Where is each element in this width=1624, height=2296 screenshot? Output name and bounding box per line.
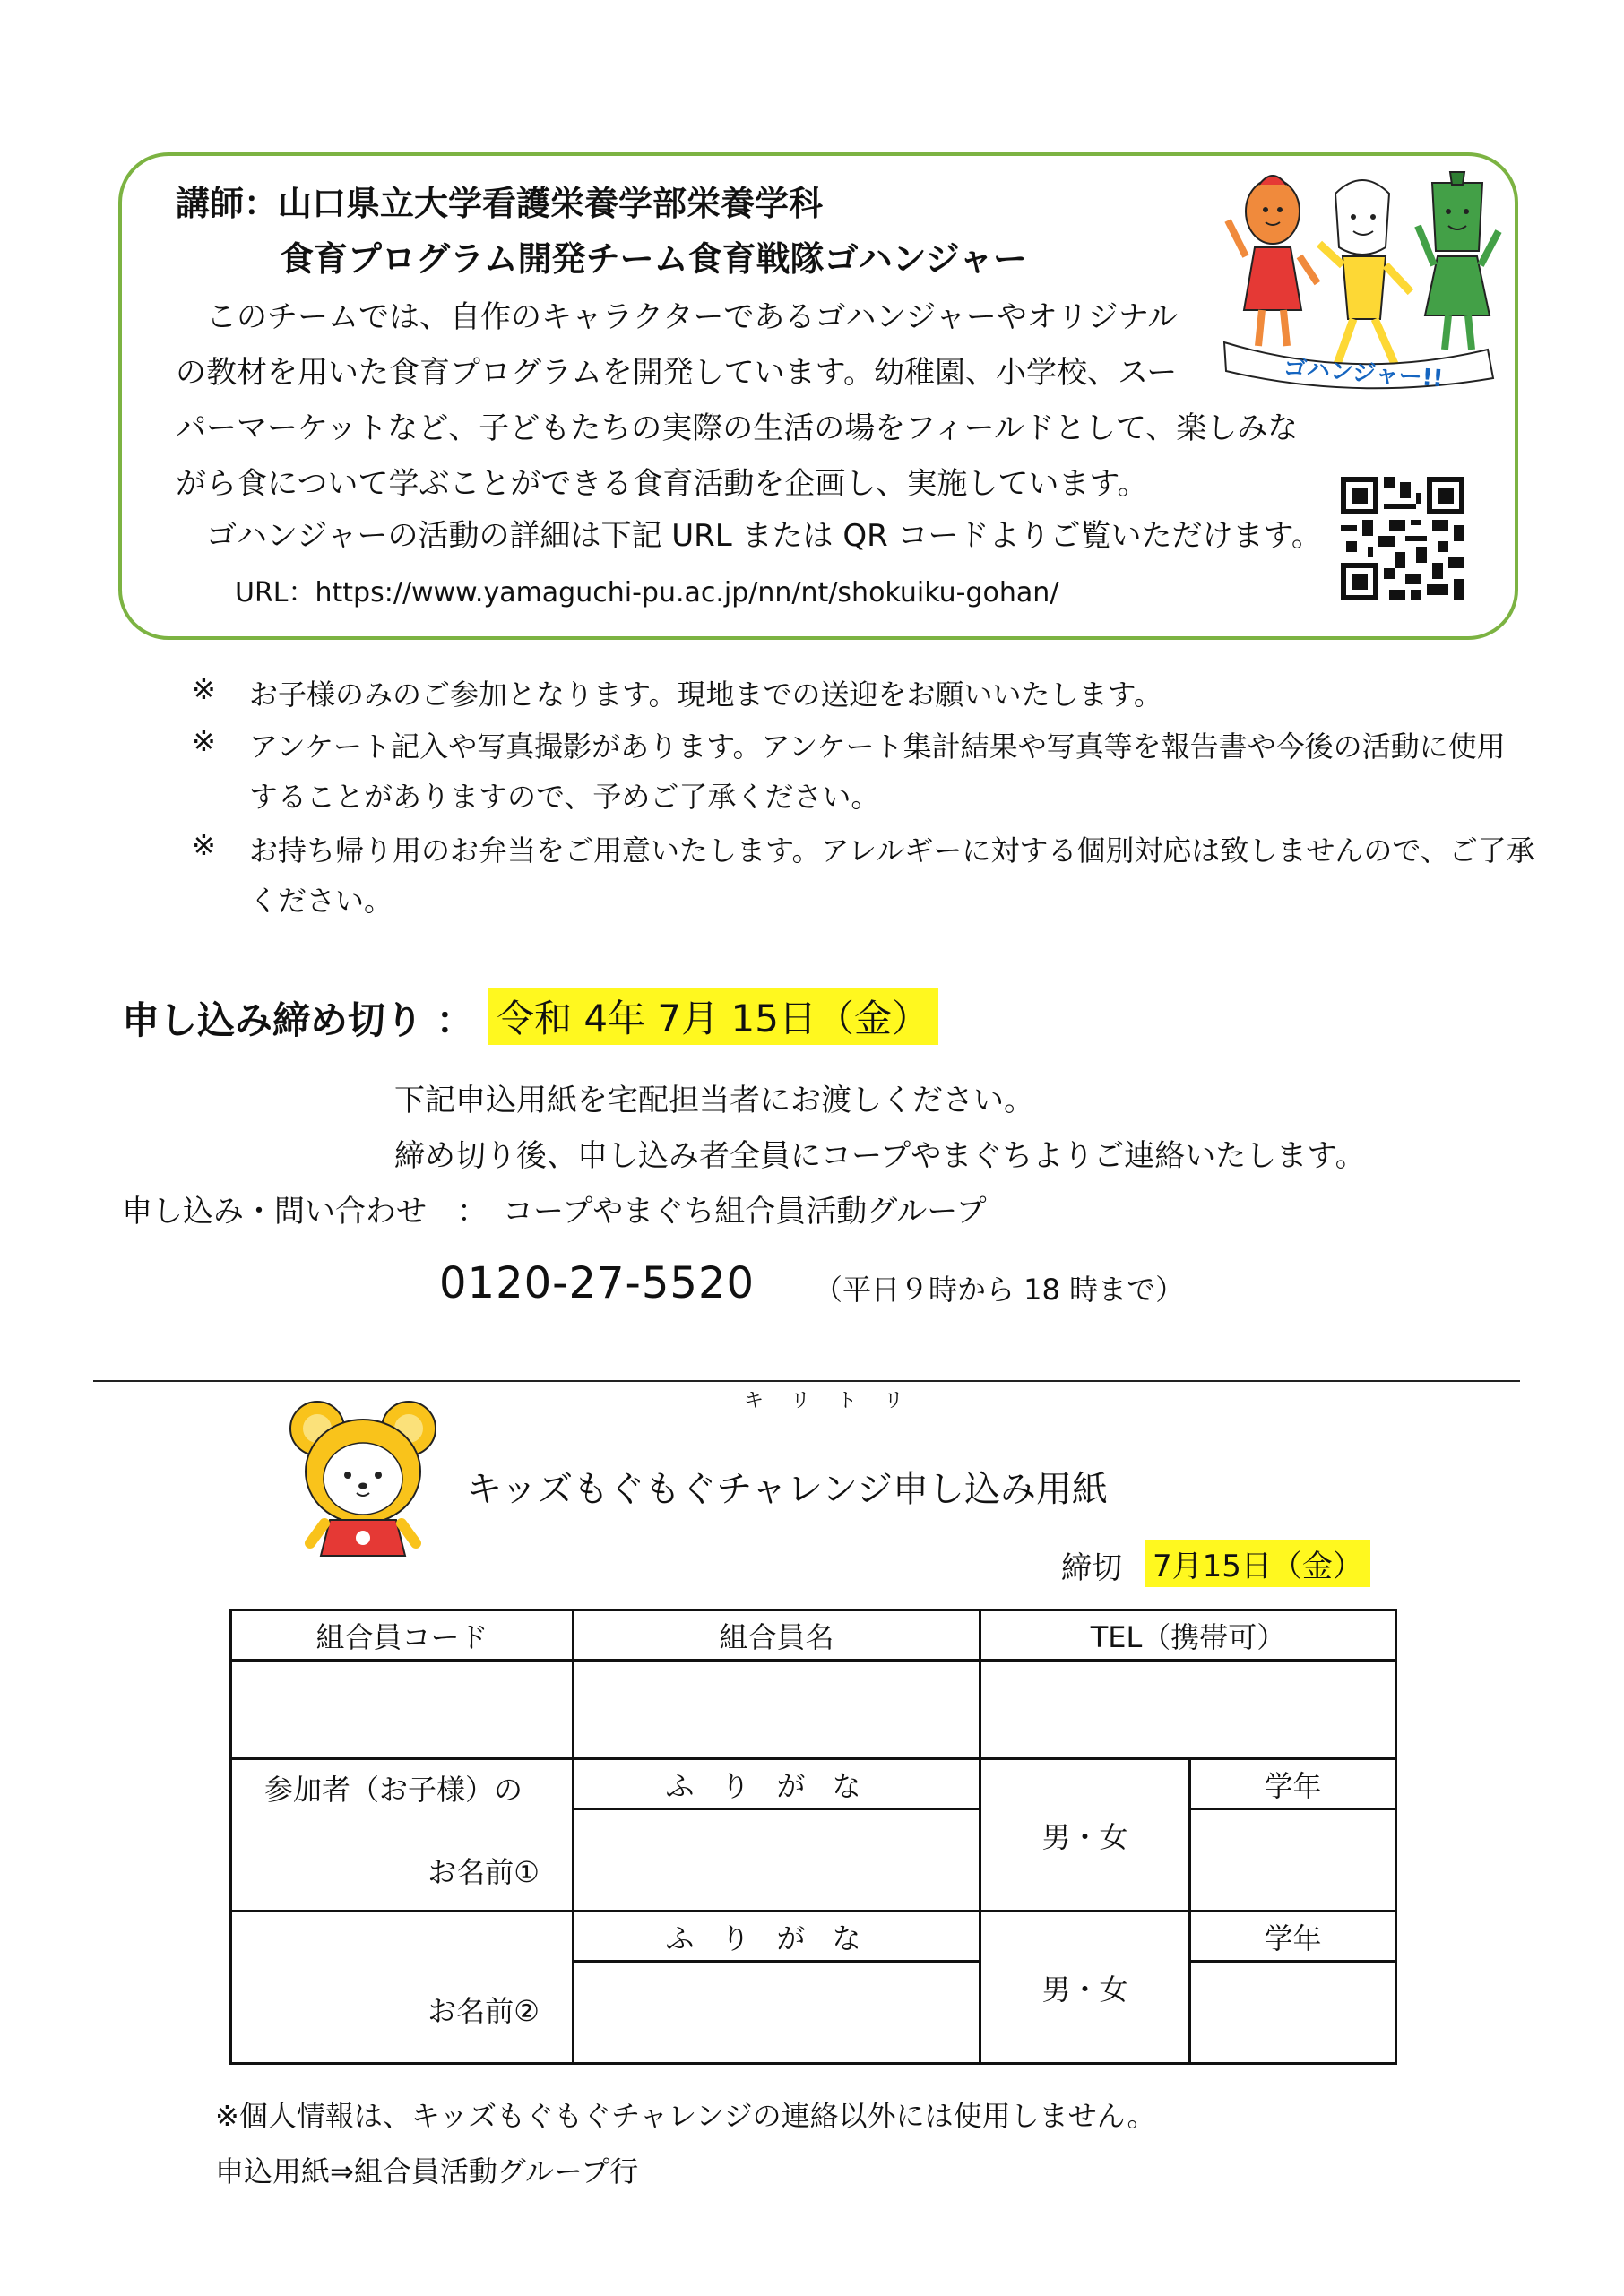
deadline-instruction-2: 締め切り後、申し込み者全員にコープやまぐちよりご連絡いたします。: [394, 1138, 1366, 1174]
form-deadline-label: 締切: [1061, 1550, 1122, 1586]
participant-1-name-label: お名前①: [428, 1855, 540, 1889]
header-member-name: 組合員名: [574, 1610, 980, 1661]
participant-1-furigana-label: ふりがな: [574, 1759, 980, 1809]
qr-code-icon[interactable]: [1341, 477, 1464, 600]
participant-1-name-field[interactable]: [574, 1809, 980, 1912]
lecturer-body-5: ゴハンジャーの活動の詳細は下記 URL または QR コードよりご覧いただけます。: [206, 518, 1322, 554]
cut-line: [93, 1380, 1520, 1382]
coop-mascot-illustration: [285, 1396, 441, 1563]
member-name-field[interactable]: [574, 1661, 980, 1759]
contact-label: 申し込み・問い合わせ ： コープやまぐち組合員活動グループ: [122, 1194, 987, 1230]
note-mark-1: ※: [192, 672, 216, 706]
note-mark-3: ※: [192, 828, 216, 862]
participant-2-grade-field[interactable]: [1190, 1962, 1396, 2064]
participant-2-grade-label: 学年: [1190, 1912, 1396, 1962]
form-deadline-date: 7月15日（金）: [1145, 1540, 1370, 1587]
lecturer-body-2: の教材を用いた食育プログラムを開発しています。幼稚園、小学校、スー: [176, 355, 1178, 391]
tel-field[interactable]: [980, 1661, 1396, 1759]
contact-phone[interactable]: 0120-27-5520: [439, 1258, 756, 1308]
lecturer-line2: 食育プログラム開発チーム食育戦隊ゴハンジャー: [280, 239, 1027, 279]
participant-1-gender-field[interactable]: 男・女: [980, 1759, 1190, 1912]
member-code-field[interactable]: [231, 1661, 574, 1759]
participant-2-label-cell: [231, 1912, 574, 2064]
privacy-note: ※個人情報は、キッズもぐもぐチャレンジの連絡以外には使用しません。: [215, 2099, 1156, 2133]
lecturer-body-3: パーマーケットなど、子どもたちの実際の生活の場をフィールドとして、楽しみな: [176, 410, 1299, 446]
note-3-line-1: お持ち帰り用のお弁当をご用意いたします。アレルギーに対する個別対応は致しませんので、ご了承: [249, 833, 1535, 867]
participant-2-name-field[interactable]: [574, 1962, 980, 2064]
lecturer-body-4: がら食について学ぶことができる食育活動を企画し、実施しています。: [176, 466, 1148, 502]
note-mark-2: ※: [192, 724, 216, 758]
form-title: キッズもぐもぐチャレンジ申し込み用紙: [466, 1469, 1108, 1510]
lecturer-body-1: このチームでは、自作のキャラクターであるゴハンジャーやオリジナル: [206, 299, 1179, 335]
participant-2-name-label: お名前②: [428, 1994, 540, 2028]
header-tel: TEL（携帯可）: [980, 1610, 1396, 1661]
participant-1-grade-label: 学年: [1190, 1759, 1396, 1809]
lecturer-url[interactable]: URL：https://www.yamaguchi-pu.ac.jp/nn/nt/shokuiku-gohan/: [235, 577, 1059, 609]
deadline-instruction-1: 下記申込用紙を宅配担当者にお渡しください。: [394, 1083, 1034, 1118]
participant-1-label-cell: [231, 1759, 574, 1912]
note-3-line-2: ください。: [249, 884, 393, 918]
note-2-line-2: することがありますので、予めご了承ください。: [249, 780, 880, 814]
lecturer-line1: 講師：山口県立大学看護栄養学部栄養学科: [176, 184, 824, 223]
contact-hours: （平日９時から 18 時まで）: [814, 1273, 1185, 1307]
deadline-date: 令和 4年 7月 15日（金）: [488, 988, 938, 1045]
note-1-line-1: お子様のみのご参加となります。現地までの送迎をお願いいたします。: [249, 678, 1162, 712]
participant-label: 参加者（お子様）の: [264, 1773, 523, 1807]
cut-label: キリトリ: [744, 1390, 931, 1412]
header-member-code: 組合員コード: [231, 1610, 574, 1661]
note-2-line-1: アンケート記入や写真撮影があります。アンケート集計結果や写真等を報告書や今後の活動に使用: [249, 729, 1506, 764]
application-form-table: [229, 1609, 1397, 2065]
routing-note: 申込用紙⇒組合員活動グループ行: [215, 2154, 639, 2188]
gohanjar-banner-text: ゴハンジャー!!: [1282, 354, 1445, 393]
deadline-label: 申し込み締め切り ：: [122, 998, 474, 1042]
participant-2-furigana-label: ふりがな: [574, 1912, 980, 1962]
participant-1-grade-field[interactable]: [1190, 1809, 1396, 1912]
participant-2-gender-field[interactable]: 男・女: [980, 1912, 1190, 2064]
